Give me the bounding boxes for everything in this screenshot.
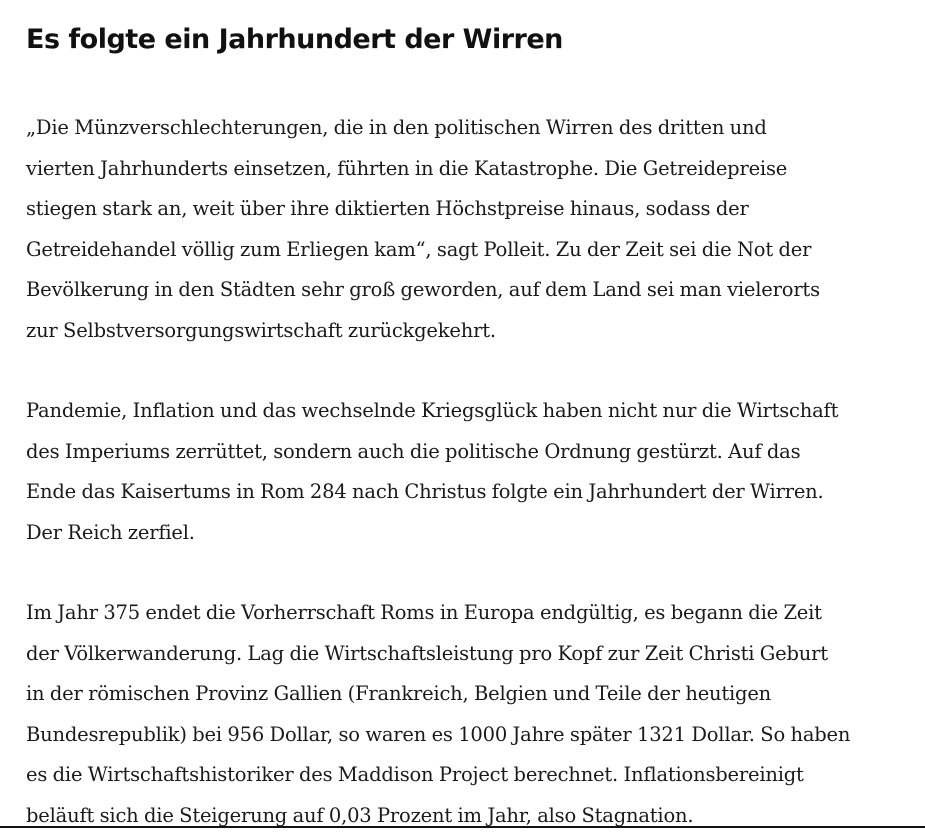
article-paragraph bbox=[26, 391, 906, 553]
article-body bbox=[26, 0, 906, 836]
paragraph-line: „Die Münzverschlechterungen, die in den politischen Wirren des dritten und bbox=[26, 108, 906, 149]
paragraph-line: Ende das Kaisertums in Rom 284 nach Christus folgte ein Jahrhundert der Wirren. bbox=[26, 472, 906, 513]
paragraph-line: vierten Jahrhunderts einsetzen, führten in die Katastrophe. Die Getreidepreise bbox=[26, 149, 906, 190]
paragraph-line: des Imperiums zerrüttet, sondern auch die politische Ordnung gestürzt. Auf das bbox=[26, 432, 906, 473]
article-paragraph bbox=[26, 108, 906, 351]
paragraph-line: Im Jahr 375 endet die Vorherrschaft Roms in Europa endgültig, es begann die Zeit bbox=[26, 593, 906, 634]
paragraph-line: Bevölkerung in den Städten sehr groß geworden, auf dem Land sei man vielerorts bbox=[26, 270, 906, 311]
paragraph-line: zur Selbstversorgungswirtschaft zurückgekehrt. bbox=[26, 311, 906, 352]
paragraph-line: Pandemie, Inflation und das wechselnde Kriegsglück haben nicht nur die Wirtschaft bbox=[26, 391, 906, 432]
article-headline: Es folgte ein Jahrhundert der Wirren bbox=[26, 0, 906, 58]
paragraph-line: der Völkerwanderung. Lag die Wirtschaftsleistung pro Kopf zur Zeit Christi Geburt bbox=[26, 634, 906, 675]
paragraph-line: stiegen stark an, weit über ihre diktierten Höchstpreise hinaus, sodass der bbox=[26, 189, 906, 230]
paragraph-line: beläuft sich die Steigerung auf 0,03 Prozent im Jahr, also Stagnation. bbox=[26, 796, 906, 836]
article-paragraph bbox=[26, 593, 906, 836]
paragraph-line: Getreidehandel völlig zum Erliegen kam“, sagt Polleit. Zu der Zeit sei die Not der bbox=[26, 230, 906, 271]
paragraph-line: Der Reich zerfiel. bbox=[26, 513, 906, 554]
paragraph-line: in der römischen Provinz Gallien (Frankreich, Belgien und Teile der heutigen bbox=[26, 674, 906, 715]
paragraph-line: Bundesrepublik) bei 956 Dollar, so waren es 1000 Jahre später 1321 Dollar. So haben bbox=[26, 715, 906, 756]
paragraph-line: es die Wirtschaftshistoriker des Maddison Project berechnet. Inflationsbereinigt bbox=[26, 755, 906, 796]
